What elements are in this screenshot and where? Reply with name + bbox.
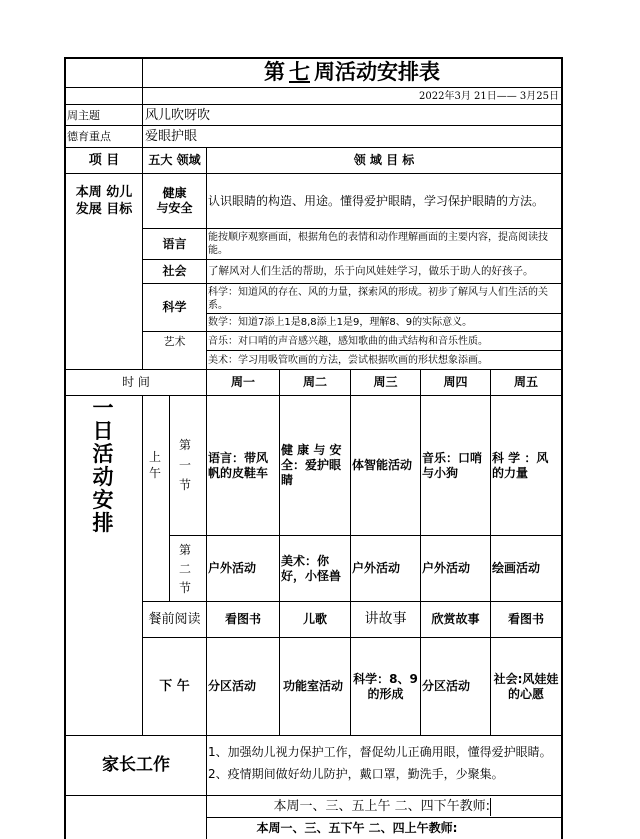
first-period-label: 第一节 [178, 438, 191, 492]
theme-value: 风儿吹呀吹 [145, 107, 211, 123]
title-suffix: 周活动安排表 [314, 60, 440, 84]
domain-art: 艺术 [163, 334, 186, 348]
col-wed [350, 369, 351, 735]
pm-fri: 社会:风娃娃的心愿 [493, 671, 559, 701]
day-thu: 周四 [443, 375, 468, 389]
reading-thu: 欣赏故事 [431, 612, 480, 626]
p1-fri: 科 学 ：风的力量 [492, 450, 549, 480]
title-prefix: 第 [264, 60, 285, 84]
reading-tue: 儿歌 [302, 612, 327, 626]
time-label: 时 间 [122, 375, 150, 389]
p1-thu: 音乐：口哨与小狗 [422, 450, 483, 480]
col-mon [206, 369, 207, 735]
p1-tue: 健 康 与 安 全：爱护眼睛 [281, 443, 342, 487]
col-thu [420, 369, 421, 735]
col-domain [206, 148, 207, 369]
reading-fri: 看图书 [507, 612, 544, 626]
domain-science: 科学 [162, 300, 187, 314]
p2-wed: 户外活动 [352, 561, 401, 575]
day-tue: 周二 [302, 375, 327, 389]
domain-language: 语言 [162, 236, 187, 251]
pm-wed: 科学：8、9的形成 [353, 671, 418, 701]
domain-health: 健康 与安全 [156, 186, 193, 215]
moral-label: 德育重点 [67, 130, 111, 143]
p2-thu: 户外活动 [422, 561, 471, 575]
col-fri [490, 369, 491, 735]
theme-label: 周主题 [67, 108, 100, 122]
date-range: 2022年3月 21日—— 3月25日 [419, 90, 559, 102]
goal-language: 能按顺序观察画面，根据角色的表情和动作理解画面的主要内容，提高阅读技能。 [208, 232, 548, 256]
day-fri: 周五 [513, 375, 538, 389]
dev-goals-label: 本周 幼儿 发展 目标 [75, 185, 133, 217]
parents-item1: 1、加强幼儿视力保护工作，督促幼儿正确用眼，懂得爱护眼睛。 [208, 744, 552, 759]
goal-math: 数学：知道7添上1是8,8添上1是9，理解8、9的实际意义。 [208, 317, 473, 328]
header-goals: 领 域 目 标 [353, 153, 415, 167]
reading-wed: 讲故事 [364, 611, 407, 627]
header-domains: 五大 领域 [148, 153, 201, 167]
pm-mon: 分区活动 [208, 679, 257, 693]
afternoon-label: 下 午 [159, 679, 190, 694]
p2-fri: 绘画活动 [492, 561, 541, 575]
second-period-label: 第二节 [178, 542, 191, 595]
pm-tue: 功能室活动 [283, 679, 344, 693]
domain-social: 社会 [162, 264, 187, 278]
p2-mon: 户外活动 [208, 561, 257, 575]
parents-item2: 2、疫情期间做好幼儿防护，戴口罩，勤洗手，少聚集。 [208, 766, 504, 781]
reading-label: 餐前阅读 [148, 612, 201, 627]
border-left [64, 57, 66, 839]
header-item: 项 目 [88, 153, 120, 168]
goal-health: 认识眼睛的构造、用途。懂得爱护眼睛，学习保护眼睛的方法。 [208, 193, 545, 208]
p1-wed: 体智能活动 [352, 458, 413, 472]
moral-value: 爱眼护眼 [145, 129, 198, 144]
title-week: 七 [289, 60, 310, 84]
col-tue [279, 369, 280, 735]
pm-thu: 分区活动 [422, 679, 471, 693]
day-wed: 周三 [373, 375, 398, 389]
col-ampm [169, 395, 170, 601]
goal-science: 科学：知道风的存在、风的力量，探索风的形成。初步了解风与人们生活的关系。 [208, 286, 548, 311]
daily-label: 一日活动安排 [92, 396, 114, 535]
goal-social: 了解风对人们生活的帮助，乐于向风娃娃学习，做乐于助人的好孩子。 [208, 265, 534, 277]
goal-fine-art: 美术：学习用吸管吹画的方法，尝试根据吹画的形状想象添画。 [208, 354, 488, 366]
goal-music: 音乐：对口哨的声音感兴趣，感知歌曲的曲式结构和音乐性质。 [208, 335, 488, 347]
morning-label: 上午 [148, 450, 161, 480]
reading-mon: 看图书 [224, 612, 261, 626]
teacher-line1: 本周一、三、五上午 二、四下午教师: [273, 799, 490, 814]
teacher-line2: 本周一、三、五下午 二、四上午教师: [256, 820, 458, 835]
col-teacher-end [490, 798, 491, 816]
p1-mon: 语言：带风帆的皮鞋车 [208, 450, 269, 480]
day-mon: 周一 [230, 375, 255, 389]
parents-label: 家长工作 [102, 755, 170, 775]
p2-tue: 美术：你好，小怪兽 [281, 553, 342, 583]
page-title [143, 58, 561, 87]
border-right [561, 57, 563, 839]
